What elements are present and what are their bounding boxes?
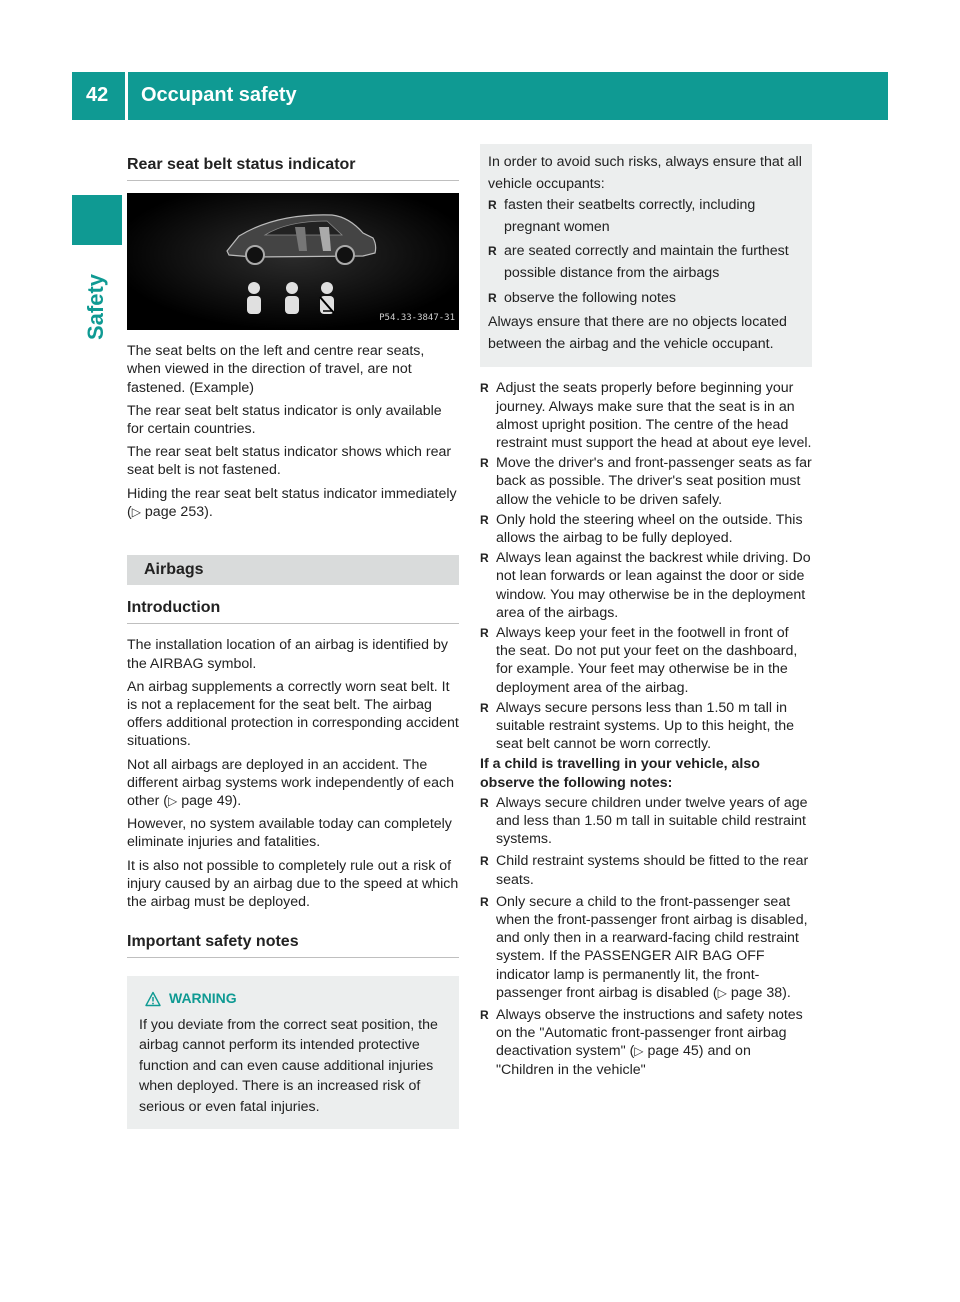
bullet-icon: R <box>480 700 489 715</box>
bullet-icon: R <box>480 1008 489 1023</box>
list-item: R Adjust the seats properly before beginning your journey. Always make sure that the seat is in an almost upright position. The centre of the head restraint must support the head at about eye level. <box>480 380 812 451</box>
warning-triangle-icon <box>145 991 161 1007</box>
page-ref-icon: ▷ <box>131 504 141 519</box>
side-section-tab: Safety <box>83 273 108 340</box>
page-number: 42 <box>86 84 109 106</box>
list-item: R Only secure a child to the front-passenger seat when the front-passenger front airbag is disabled, and only then in a rearward-facing child restraint system. If the PASSENGER AIR BAG OFF indicator lamp is permanently lit, the front-passenger front airbag is disabled (▷ page 38). <box>480 893 808 1001</box>
occupant-bullet-list <box>488 195 802 309</box>
warning-text: If you deviate from the correct seat position, the airbag cannot perform its intended protective function and can even cause additional injuries when deployed. There is an increased risk of serious or even fatal injuries. <box>139 1016 438 1115</box>
bullet-icon: R <box>488 198 497 213</box>
list-item: R Move the driver's and front-passenger seats as far back as possible. The driver's seat position must allow the vehicle to be driven safely. <box>480 455 812 508</box>
list-item: R observe the following notes <box>488 288 802 310</box>
paragraph: The installation location of an airbag is identified by the AIRBAG symbol. <box>127 637 448 672</box>
list-item: R Only hold the steering wheel on the outside. This allows the airbag to be fully deployed. <box>480 511 803 546</box>
list-item: R Child restraint systems should be fitted to the rear seats. <box>480 853 809 888</box>
section-title-safety-notes: Important safety notes <box>127 933 459 958</box>
header-divider <box>125 72 128 120</box>
page-ref-icon: ▷ <box>168 794 178 809</box>
warning-header <box>139 988 451 1009</box>
bullet-icon: R <box>480 854 489 869</box>
paragraph: The seat belts on the left and centre rear seats, when viewed in the direction of travel, are not fastened. (Example) <box>127 343 425 396</box>
bullet-icon: R <box>480 625 489 640</box>
warning-label: WARNING <box>169 990 237 1007</box>
page-ref-link[interactable]: page 45 <box>647 1043 699 1060</box>
warning-continuation-box <box>480 144 812 367</box>
paragraph: Not all airbags are deployed in an accident. The different airbag systems work independently of each other (▷ page 49). <box>127 756 455 810</box>
list-item: R Always secure children under twelve years of age and less than 1.50 m tall in suitable child restraint systems. <box>480 794 808 848</box>
paragraph: It is also not possible to completely rule out a risk of injury caused by an airbag due to the speed at which the airbag must be deployed. <box>127 857 459 911</box>
bullet-icon: R <box>480 381 489 396</box>
left-column <box>127 150 459 1129</box>
bullet-icon: R <box>488 244 497 259</box>
child-bullet-list <box>480 794 812 1079</box>
section-title-rear-belt-indicator: Rear seat belt status indicator <box>127 156 459 181</box>
paragraph: However, no system available today can completely eliminate injuries and fatalities. <box>127 816 452 851</box>
paragraph: An airbag supplements a correctly worn seat belt. It is not a replacement for the seat belt. The airbag offers additional protection in corresponding accident situations. <box>127 678 459 750</box>
section-title-introduction: Introduction <box>127 599 459 624</box>
paragraph: In order to avoid such risks, always ensure that all vehicle occupants: <box>488 154 802 192</box>
bullet-icon: R <box>480 512 489 527</box>
chapter-title: Occupant safety <box>141 84 297 106</box>
right-column <box>480 150 812 1083</box>
warning-box <box>127 976 459 1129</box>
bullet-icon: R <box>480 456 489 471</box>
child-notes-heading: If a child is travelling in your vehicle, also observe the following notes: <box>480 756 760 791</box>
side-color-block <box>72 195 122 245</box>
list-item: R are seated correctly and maintain the furthest possible distance from the airbags <box>488 243 789 281</box>
page-ref-link[interactable]: page 38 <box>730 984 783 1001</box>
figure-caption: P54.33-3847-31 <box>379 313 455 323</box>
paragraph: Always ensure that there are no objects located between the airbag and the vehicle occupant. <box>488 314 787 352</box>
rear-seat-belt-indicator-image <box>127 193 459 330</box>
subheading-airbags: Airbags <box>127 555 459 585</box>
paragraph-hiding-indicator: Hiding the rear seat belt status indicator immediately (▷ page 253). <box>127 485 457 520</box>
page-ref-icon: ▷ <box>717 985 727 1000</box>
bullet-icon: R <box>480 795 489 810</box>
page-ref-link[interactable]: page 49 <box>181 793 233 810</box>
list-item: R Always observe the instructions and safety notes on the "Automatic front-passenger front airbag deactivation system" (▷ page 45) and on "Children in the vehicle" <box>480 1007 803 1078</box>
list-item: R Always lean against the backrest while driving. Do not lean forwards or lean against the door or side window. You may otherwise be in the deployment area of the airbags. <box>480 550 811 621</box>
bullet-icon: R <box>488 290 497 305</box>
list-item: R fasten their seatbelts correctly, including pregnant women <box>488 197 756 235</box>
list-item: R Always keep your feet in the footwell in front of the seat. Do not put your feet on the dashboard, for example. Your feet may otherwise be in the deployment area of the airbag. <box>480 624 798 696</box>
bullet-icon: R <box>480 551 489 566</box>
list-item: R Always secure persons less than 1.50 m tall in suitable restraint systems. Up to this height, the seat belt cannot be worn correctly. <box>480 699 795 753</box>
paragraph: The rear seat belt status indicator is only available for certain countries. <box>127 402 442 438</box>
bullet-icon: R <box>480 894 489 909</box>
safety-bullet-list <box>480 379 812 753</box>
page-ref-icon: ▷ <box>634 1044 644 1059</box>
paragraph: The rear seat belt status indicator shows which rear seat belt is not fastened. <box>127 444 452 479</box>
page-ref-link[interactable]: page 253 <box>144 503 205 520</box>
